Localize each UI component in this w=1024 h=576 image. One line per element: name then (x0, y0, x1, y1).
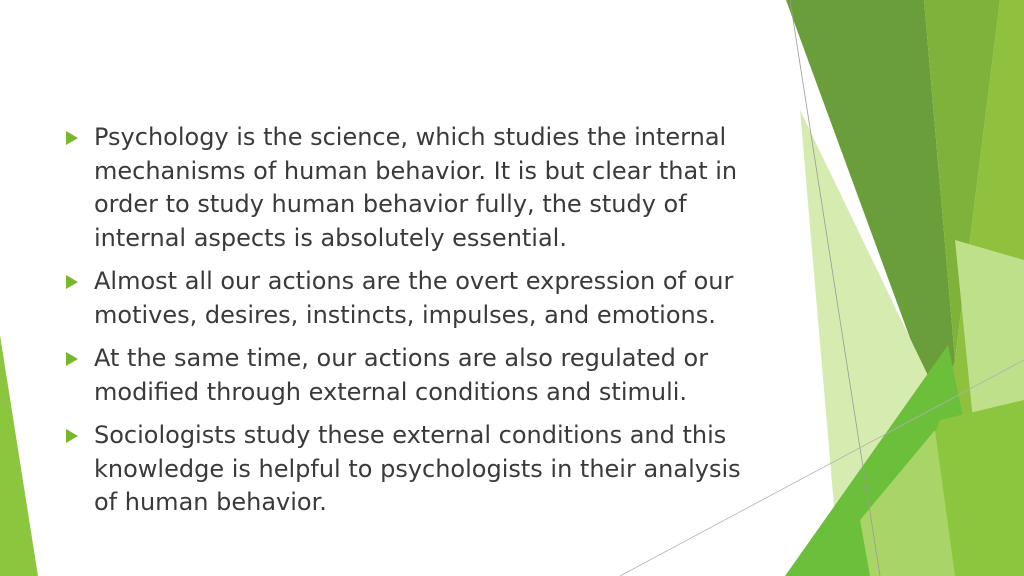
bullet-text: Sociologists study these external conditions and this knowledge is helpful to psychologists in their analysis of human behavior. (94, 421, 741, 516)
bullet-text: Psychology is the science, which studies the internal mechanisms of human behavior. It is but clear that in order to study human behavior fully, the study of internal aspects is absolutely essential. (94, 123, 738, 252)
list-item (64, 121, 764, 255)
left-edge-shape (0, 335, 38, 576)
triangle-bullet-icon (66, 275, 78, 289)
bullet-text: Almost all our actions are the overt expression of our motives, desires, instincts, impulses, and emotions. (94, 267, 734, 329)
triangle-bullet-icon (66, 429, 78, 443)
list-item (64, 342, 764, 409)
list-item (64, 419, 764, 520)
triangle-bullet-icon (66, 352, 78, 366)
bullet-text: At the same time, our actions are also regulated or modified through external conditions and stimuli. (94, 344, 709, 406)
triangle-bullet-icon (66, 131, 78, 145)
bullet-list (64, 121, 764, 530)
list-item (64, 265, 764, 332)
